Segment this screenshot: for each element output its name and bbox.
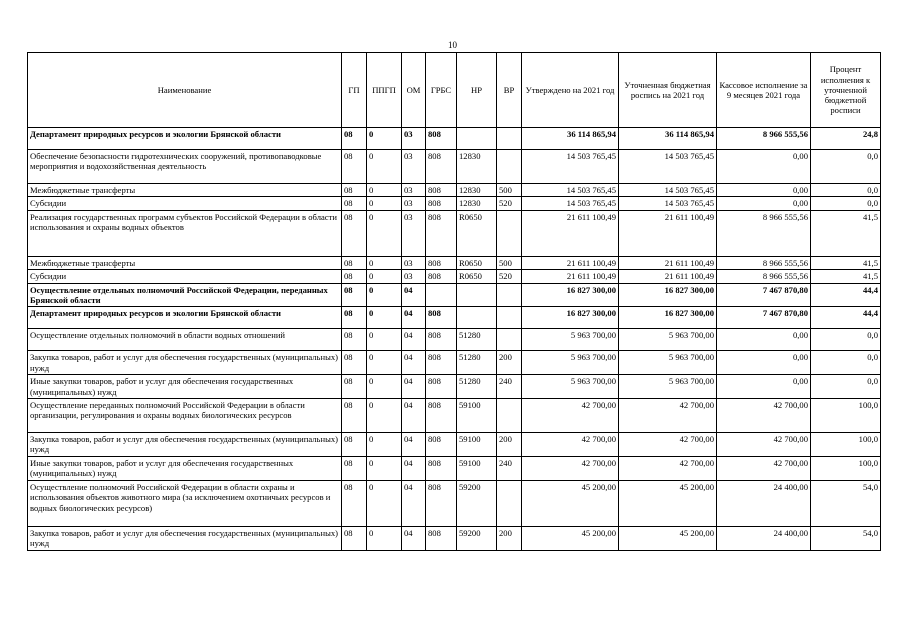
- cell-name: Осуществление полномочий Российской Федерации в области охраны и использования объектов животного мира (за исключением охотничьих ресурсов и водных биологических ресурсов): [28, 480, 342, 526]
- cell-approved: 14 503 765,45: [522, 150, 619, 184]
- cell-cash: 0,00: [717, 184, 811, 197]
- cell-percent: 0,0: [811, 197, 881, 210]
- header-approved: Утверждено на 2021 год: [522, 53, 619, 128]
- cell-percent: 0,0: [811, 375, 881, 399]
- cell-ppgp: 0: [367, 480, 402, 526]
- cell-cash: 8 966 555,56: [717, 256, 811, 269]
- cell-revised: 14 503 765,45: [619, 197, 717, 210]
- cell-percent: 100,0: [811, 399, 881, 433]
- cell-np: 59100: [457, 456, 497, 480]
- cell-name: Департамент природных ресурсов и экологии Брянской области: [28, 307, 342, 329]
- cell-grbs: [426, 283, 457, 307]
- cell-approved: 16 827 300,00: [522, 283, 619, 307]
- cell-name: Обеспечение безопасности гидротехнических сооружений, противопаводковые мероприятия и водохозяйственная деятельность: [28, 150, 342, 184]
- budget-execution-table: [27, 52, 881, 551]
- table-row: [28, 329, 881, 351]
- cell-np: 51280: [457, 375, 497, 399]
- cell-ppgp: 0: [367, 197, 402, 210]
- cell-gp: 08: [342, 480, 367, 526]
- cell-grbs: 808: [426, 329, 457, 351]
- cell-cash: 42 700,00: [717, 433, 811, 457]
- header-om: ОМ: [402, 53, 426, 128]
- cell-revised: 5 963 700,00: [619, 351, 717, 375]
- cell-grbs: 808: [426, 270, 457, 283]
- cell-gp: 08: [342, 433, 367, 457]
- cell-cash: 7 467 870,80: [717, 283, 811, 307]
- cell-name: Реализация государственных программ субъектов Российской Федерации в области использования и охраны водных объектов: [28, 210, 342, 256]
- cell-np: 51280: [457, 351, 497, 375]
- cell-gp: 08: [342, 256, 367, 269]
- header-gp: ГП: [342, 53, 367, 128]
- cell-cash: 0,00: [717, 375, 811, 399]
- cell-np: R0650: [457, 256, 497, 269]
- cell-om: 03: [402, 150, 426, 184]
- cell-cash: 42 700,00: [717, 399, 811, 433]
- cell-percent: 0,0: [811, 329, 881, 351]
- cell-approved: 14 503 765,45: [522, 197, 619, 210]
- cell-np: 59200: [457, 480, 497, 526]
- cell-revised: 21 611 100,49: [619, 270, 717, 283]
- cell-gp: 08: [342, 456, 367, 480]
- cell-vr: 200: [497, 433, 522, 457]
- cell-om: 04: [402, 307, 426, 329]
- table-row: [28, 283, 881, 307]
- cell-cash: 0,00: [717, 197, 811, 210]
- cell-cash: 7 467 870,80: [717, 307, 811, 329]
- cell-grbs: 808: [426, 526, 457, 550]
- cell-vr: [497, 283, 522, 307]
- cell-percent: 100,0: [811, 456, 881, 480]
- cell-approved: 16 827 300,00: [522, 307, 619, 329]
- cell-vr: 500: [497, 184, 522, 197]
- cell-revised: 16 827 300,00: [619, 283, 717, 307]
- cell-grbs: 808: [426, 375, 457, 399]
- cell-vr: 500: [497, 256, 522, 269]
- cell-grbs: 808: [426, 433, 457, 457]
- cell-ppgp: 0: [367, 150, 402, 184]
- cell-approved: 36 114 865,94: [522, 128, 619, 150]
- table-row: [28, 210, 881, 256]
- table-row: [28, 351, 881, 375]
- cell-name: Субсидии: [28, 270, 342, 283]
- cell-approved: 21 611 100,49: [522, 270, 619, 283]
- cell-name: Закупка товаров, работ и услуг для обеспечения государственных (муниципальных) нужд: [28, 526, 342, 550]
- cell-cash: 24 400,00: [717, 480, 811, 526]
- cell-grbs: 808: [426, 456, 457, 480]
- cell-cash: 0,00: [717, 329, 811, 351]
- cell-percent: 44,4: [811, 307, 881, 329]
- cell-percent: 41,5: [811, 210, 881, 256]
- cell-vr: [497, 210, 522, 256]
- cell-approved: 14 503 765,45: [522, 184, 619, 197]
- cell-cash: 0,00: [717, 351, 811, 375]
- cell-revised: 42 700,00: [619, 399, 717, 433]
- cell-ppgp: 0: [367, 184, 402, 197]
- header-name: Наименование: [28, 53, 342, 128]
- table-row: [28, 184, 881, 197]
- cell-approved: 5 963 700,00: [522, 329, 619, 351]
- cell-name: Закупка товаров, работ и услуг для обеспечения государственных (муниципальных) нужд: [28, 351, 342, 375]
- cell-np: R0650: [457, 210, 497, 256]
- table-row: [28, 375, 881, 399]
- cell-name: Осуществление отдельных полномочий Российской Федерации, переданных Брянской области: [28, 283, 342, 307]
- cell-percent: 100,0: [811, 433, 881, 457]
- cell-np: [457, 128, 497, 150]
- cell-approved: 21 611 100,49: [522, 256, 619, 269]
- cell-np: R0650: [457, 270, 497, 283]
- cell-ppgp: 0: [367, 351, 402, 375]
- cell-om: 03: [402, 128, 426, 150]
- table-row: [28, 526, 881, 550]
- cell-om: 04: [402, 375, 426, 399]
- cell-approved: 45 200,00: [522, 480, 619, 526]
- cell-np: 12830: [457, 184, 497, 197]
- table-row: [28, 433, 881, 457]
- cell-ppgp: 0: [367, 210, 402, 256]
- cell-om: 04: [402, 351, 426, 375]
- cell-approved: 42 700,00: [522, 399, 619, 433]
- table-header-row: [28, 53, 881, 128]
- cell-name: Субсидии: [28, 197, 342, 210]
- header-ppgp: ППГП: [367, 53, 402, 128]
- cell-name: Межбюджетные трансферты: [28, 184, 342, 197]
- table-row: [28, 270, 881, 283]
- cell-om: 04: [402, 526, 426, 550]
- cell-np: 59100: [457, 433, 497, 457]
- cell-om: 04: [402, 456, 426, 480]
- table-row: [28, 307, 881, 329]
- cell-name: Иные закупки товаров, работ и услуг для обеспечения государственных (муниципальных) нужд: [28, 375, 342, 399]
- cell-gp: 08: [342, 329, 367, 351]
- cell-om: 04: [402, 433, 426, 457]
- cell-cash: 0,00: [717, 150, 811, 184]
- table-row: [28, 128, 881, 150]
- cell-revised: 16 827 300,00: [619, 307, 717, 329]
- cell-vr: [497, 307, 522, 329]
- cell-revised: 5 963 700,00: [619, 375, 717, 399]
- cell-percent: 41,5: [811, 270, 881, 283]
- cell-om: 03: [402, 270, 426, 283]
- cell-np: 12830: [457, 197, 497, 210]
- table-row: [28, 399, 881, 433]
- cell-grbs: 808: [426, 210, 457, 256]
- cell-vr: [497, 399, 522, 433]
- header-percent: Процент исполнения к уточненной бюджетной росписи: [811, 53, 881, 128]
- cell-gp: 08: [342, 283, 367, 307]
- cell-name: Осуществление переданных полномочий Российской Федерации в области организации, регулирования и охраны водных биологических ресурсов: [28, 399, 342, 433]
- table-body: [28, 128, 881, 551]
- cell-om: 03: [402, 184, 426, 197]
- cell-revised: 45 200,00: [619, 480, 717, 526]
- cell-gp: 08: [342, 184, 367, 197]
- cell-revised: 14 503 765,45: [619, 150, 717, 184]
- cell-ppgp: 0: [367, 526, 402, 550]
- cell-grbs: 808: [426, 351, 457, 375]
- cell-revised: 42 700,00: [619, 456, 717, 480]
- cell-vr: [497, 480, 522, 526]
- cell-om: 04: [402, 480, 426, 526]
- cell-percent: 41,5: [811, 256, 881, 269]
- cell-percent: 54,0: [811, 526, 881, 550]
- cell-vr: [497, 128, 522, 150]
- cell-revised: 14 503 765,45: [619, 184, 717, 197]
- cell-ppgp: 0: [367, 307, 402, 329]
- cell-gp: 08: [342, 210, 367, 256]
- cell-ppgp: 0: [367, 283, 402, 307]
- cell-om: 03: [402, 197, 426, 210]
- cell-ppgp: 0: [367, 433, 402, 457]
- cell-approved: 45 200,00: [522, 526, 619, 550]
- cell-grbs: 808: [426, 399, 457, 433]
- cell-name: Осуществление отдельных полномочий в области водных отношений: [28, 329, 342, 351]
- cell-grbs: 808: [426, 480, 457, 526]
- cell-om: 04: [402, 329, 426, 351]
- cell-vr: 240: [497, 456, 522, 480]
- cell-np: [457, 283, 497, 307]
- cell-grbs: 808: [426, 184, 457, 197]
- cell-percent: 0,0: [811, 351, 881, 375]
- header-revised: Уточненная бюджетная роспись на 2021 год: [619, 53, 717, 128]
- cell-om: 04: [402, 399, 426, 433]
- cell-revised: 21 611 100,49: [619, 210, 717, 256]
- cell-cash: 42 700,00: [717, 456, 811, 480]
- cell-cash: 8 966 555,56: [717, 270, 811, 283]
- cell-name: Межбюджетные трансферты: [28, 256, 342, 269]
- cell-gp: 08: [342, 307, 367, 329]
- cell-vr: 240: [497, 375, 522, 399]
- cell-om: 03: [402, 256, 426, 269]
- cell-vr: 520: [497, 197, 522, 210]
- cell-approved: 42 700,00: [522, 433, 619, 457]
- cell-vr: 200: [497, 526, 522, 550]
- header-grbs: ГРБС: [426, 53, 457, 128]
- cell-gp: 08: [342, 399, 367, 433]
- cell-vr: 200: [497, 351, 522, 375]
- header-np: НР: [457, 53, 497, 128]
- cell-percent: 54,0: [811, 480, 881, 526]
- cell-revised: 45 200,00: [619, 526, 717, 550]
- cell-vr: [497, 150, 522, 184]
- cell-approved: 42 700,00: [522, 456, 619, 480]
- cell-approved: 5 963 700,00: [522, 351, 619, 375]
- cell-om: 03: [402, 210, 426, 256]
- cell-approved: 5 963 700,00: [522, 375, 619, 399]
- cell-gp: 08: [342, 375, 367, 399]
- cell-revised: 5 963 700,00: [619, 329, 717, 351]
- cell-cash: 8 966 555,56: [717, 210, 811, 256]
- cell-percent: 24,8: [811, 128, 881, 150]
- cell-percent: 0,0: [811, 184, 881, 197]
- cell-ppgp: 0: [367, 329, 402, 351]
- cell-ppgp: 0: [367, 256, 402, 269]
- header-cash: Кассовое исполнение за 9 месяцев 2021 года: [717, 53, 811, 128]
- cell-gp: 08: [342, 197, 367, 210]
- cell-grbs: 808: [426, 256, 457, 269]
- cell-grbs: 808: [426, 150, 457, 184]
- cell-revised: 42 700,00: [619, 433, 717, 457]
- cell-np: [457, 307, 497, 329]
- cell-vr: 520: [497, 270, 522, 283]
- cell-percent: 44,4: [811, 283, 881, 307]
- table-row: [28, 480, 881, 526]
- cell-gp: 08: [342, 351, 367, 375]
- page-number: 10: [448, 40, 457, 50]
- cell-revised: 21 611 100,49: [619, 256, 717, 269]
- cell-vr: [497, 329, 522, 351]
- cell-approved: 21 611 100,49: [522, 210, 619, 256]
- cell-ppgp: 0: [367, 128, 402, 150]
- cell-np: 59200: [457, 526, 497, 550]
- table-row: [28, 150, 881, 184]
- cell-gp: 08: [342, 270, 367, 283]
- cell-gp: 08: [342, 526, 367, 550]
- cell-ppgp: 0: [367, 456, 402, 480]
- cell-grbs: 808: [426, 128, 457, 150]
- cell-np: 59100: [457, 399, 497, 433]
- cell-name: Закупка товаров, работ и услуг для обеспечения государственных (муниципальных) нужд: [28, 433, 342, 457]
- cell-cash: 8 966 555,56: [717, 128, 811, 150]
- cell-revised: 36 114 865,94: [619, 128, 717, 150]
- cell-cash: 24 400,00: [717, 526, 811, 550]
- cell-grbs: 808: [426, 307, 457, 329]
- cell-name: Департамент природных ресурсов и экологии Брянской области: [28, 128, 342, 150]
- cell-np: 51280: [457, 329, 497, 351]
- cell-gp: 08: [342, 128, 367, 150]
- cell-grbs: 808: [426, 197, 457, 210]
- cell-ppgp: 0: [367, 399, 402, 433]
- cell-ppgp: 0: [367, 270, 402, 283]
- cell-om: 04: [402, 283, 426, 307]
- header-vr: ВР: [497, 53, 522, 128]
- cell-np: 12830: [457, 150, 497, 184]
- cell-name: Иные закупки товаров, работ и услуг для обеспечения государственных (муниципальных) нужд: [28, 456, 342, 480]
- cell-ppgp: 0: [367, 375, 402, 399]
- table-row: [28, 197, 881, 210]
- table-row: [28, 256, 881, 269]
- table-row: [28, 456, 881, 480]
- cell-percent: 0,0: [811, 150, 881, 184]
- cell-gp: 08: [342, 150, 367, 184]
